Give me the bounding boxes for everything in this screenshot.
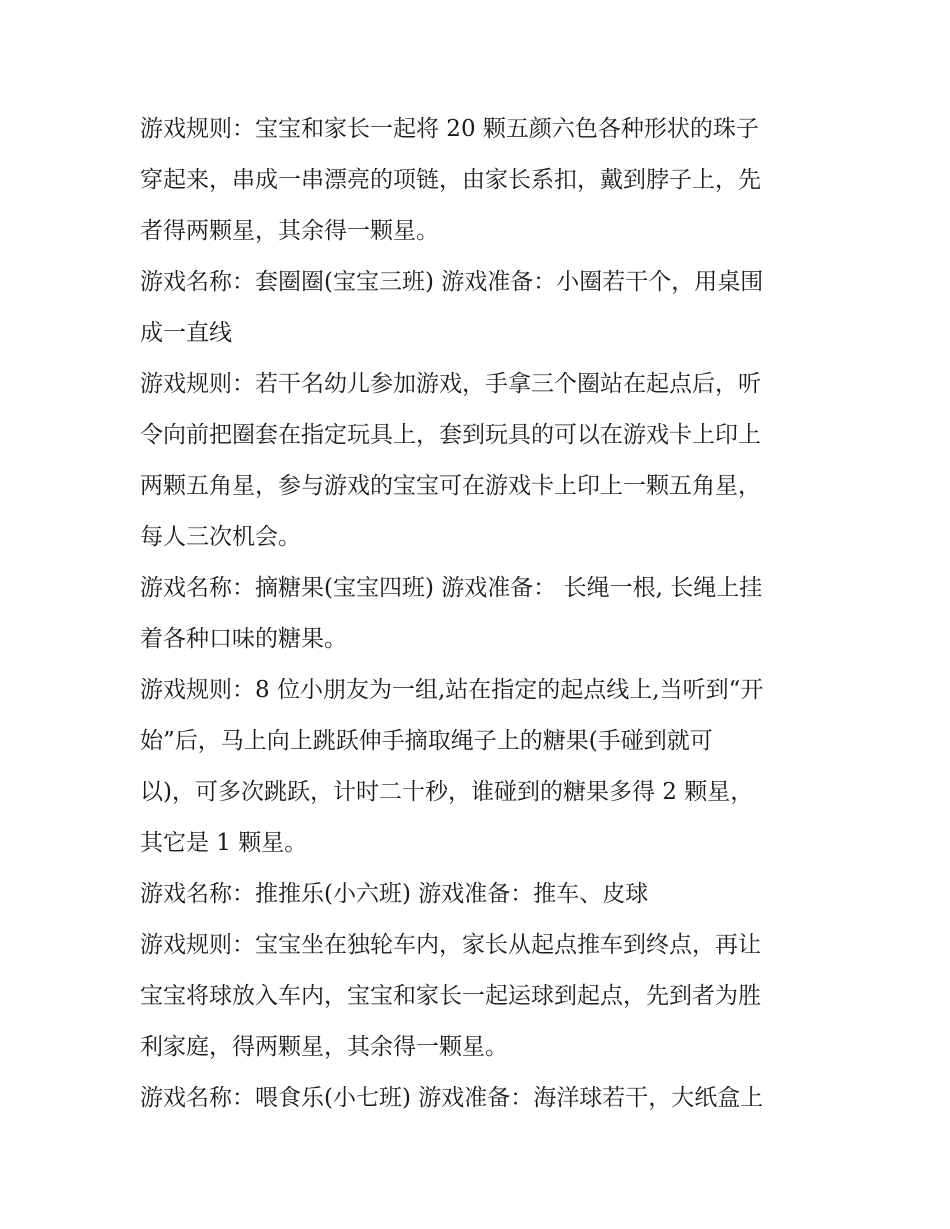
- text-line: 游戏名称：摘糖果(宝宝四班) 游戏准备： 长绳一根, 长绳上挂: [140, 575, 763, 601]
- text-line: 令向前把圈套在指定玩具上，套到玩具的可以在游戏卡上印上: [140, 422, 761, 448]
- text-line: 者得两颗星，其余得一颗星。: [140, 218, 439, 244]
- text-line: 穿起来，串成一串漂亮的项链，由家长系扣，戴到脖子上，先: [140, 167, 761, 193]
- text-line: 着各种口味的糖果。: [140, 626, 347, 652]
- text-line: 游戏名称：喂食乐(小七班) 游戏准备：海洋球若干，大纸盒上: [140, 1085, 764, 1111]
- text-line: 始”后，马上向上跳跃伸手摘取绳子上的糖果(手碰到就可: [140, 728, 713, 754]
- text-line: 以)，可多次跳跃，计时二十秒，谁碰到的糖果多得 2 颗星，: [140, 779, 754, 805]
- text-line: 游戏名称：推推乐(小六班) 游戏准备：推车、皮球: [140, 881, 649, 907]
- text-line: 游戏规则：若干名幼儿参加游戏，手拿三个圈站在起点后，听: [140, 371, 761, 397]
- text-line: 游戏规则：8 位小朋友为一组,站在指定的起点线上,当听到“开: [140, 677, 764, 703]
- text-line: 成一直线: [140, 320, 232, 346]
- text-line: 游戏名称：套圈圈(宝宝三班) 游戏准备：小圈若干个，用桌围: [140, 269, 764, 295]
- text-line: 游戏规则：宝宝和家长一起将 20 颗五颜六色各种形状的珠子: [140, 116, 759, 142]
- text-line: 宝宝将球放入车内，宝宝和家长一起运球到起点，先到者为胜: [140, 983, 761, 1009]
- text-line: 利家庭，得两颗星，其余得一颗星。: [140, 1034, 508, 1060]
- text-line: 游戏规则：宝宝坐在独轮车内，家长从起点推车到终点，再让: [140, 932, 761, 958]
- document-body: [140, 104, 820, 1124]
- text-line: 其它是 1 颗星。: [140, 830, 308, 856]
- text-line: 两颗五角星，参与游戏的宝宝可在游戏卡上印上一颗五角星，: [140, 473, 761, 499]
- text-line: 每人三次机会。: [140, 524, 301, 550]
